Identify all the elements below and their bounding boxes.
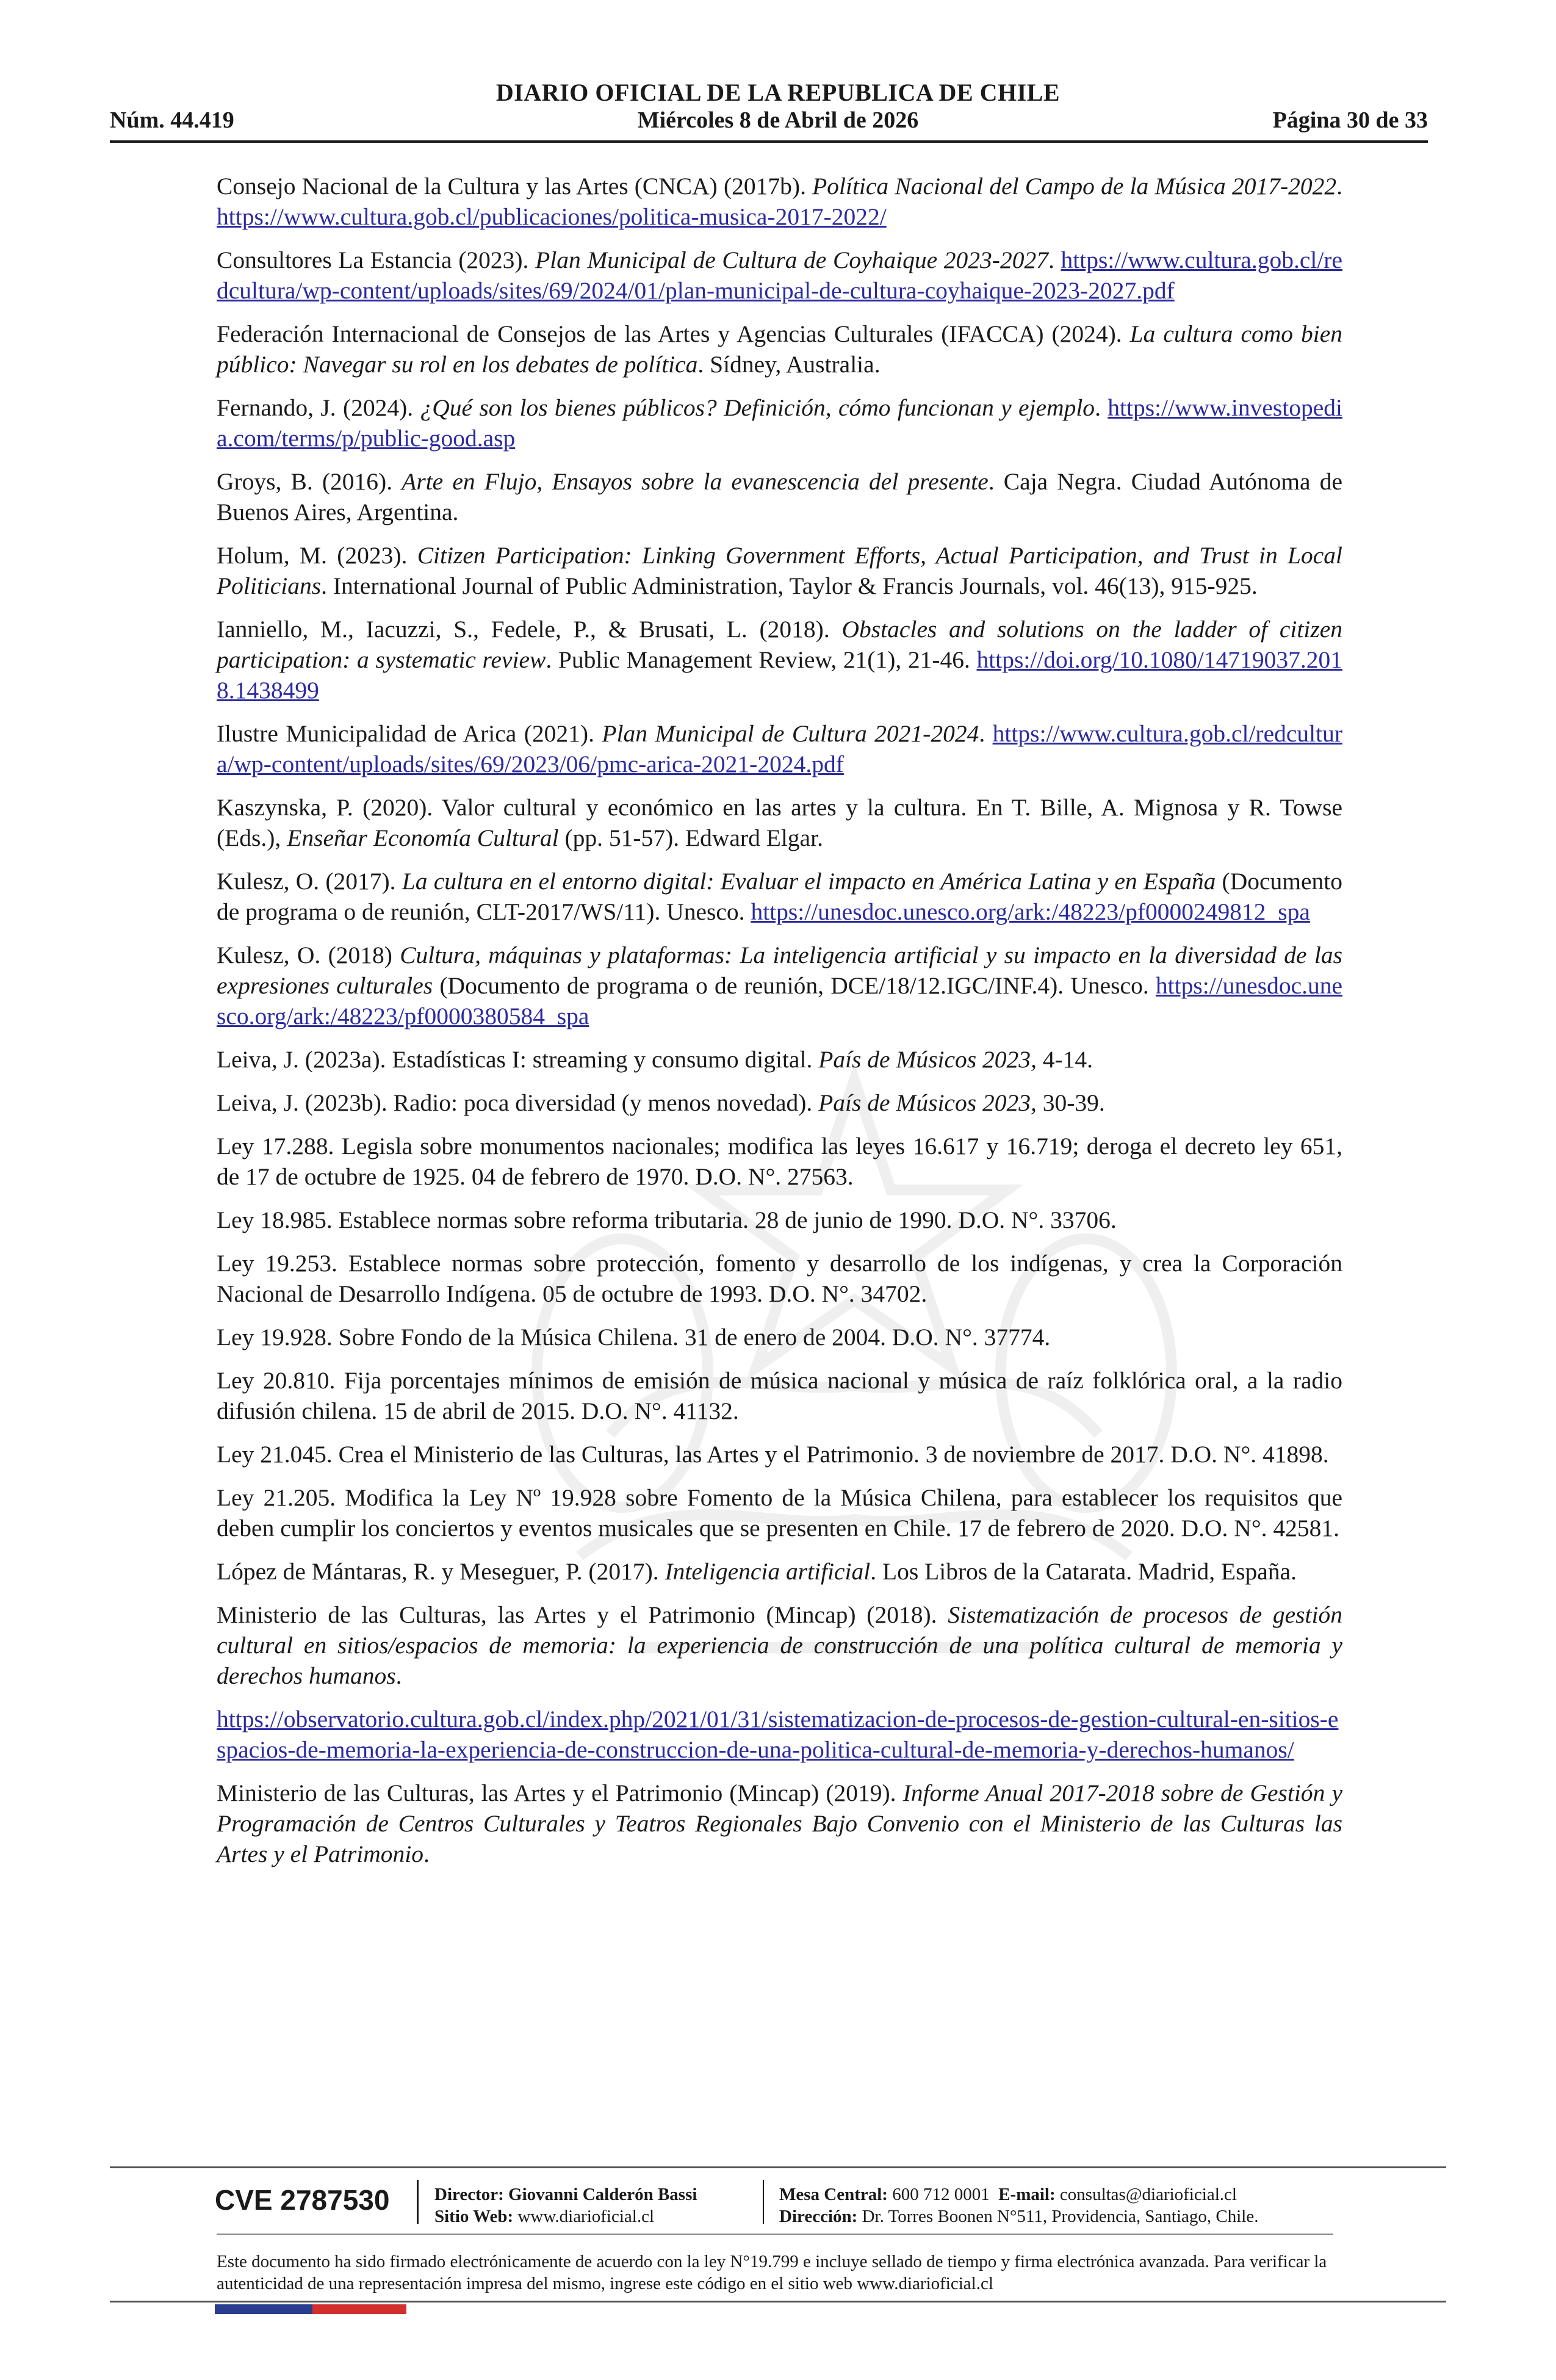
website-label: Sitio Web: bbox=[434, 2207, 514, 2226]
reference-text: Kaszynska, P. (2020). Valor cultural y económico en las artes y la cultura. En T. Bille, A. Mignosa y R. Towse (Eds.), bbox=[217, 794, 1342, 851]
email-link[interactable]: consultas@diarioficial.cl bbox=[1059, 2185, 1237, 2204]
reference-entry bbox=[217, 466, 1342, 527]
reference-title: País de Músicos 2023, bbox=[818, 1046, 1037, 1073]
reference-text: Kulesz, O. (2018) bbox=[217, 942, 400, 968]
reference-text: (pp. 51-57). Edward Elgar. bbox=[558, 824, 823, 851]
reference-title: Sistematización de procesos de gestión cultural en sitios/espacios de memoria: la experiencia de construcción de una política cultural de memoria y derechos humanos bbox=[217, 1601, 1342, 1689]
reference-text: Ilustre Municipalidad de Arica (2021). bbox=[217, 720, 602, 747]
reference-text: Ley 19.928. Sobre Fondo de la Música Chilena. 31 de enero de 2004. D.O. N°. 37774. bbox=[217, 1324, 1051, 1350]
reference-text: . Caja Negra. Ciudad Autónoma de Buenos Aires, Argentina. bbox=[217, 468, 1342, 525]
reference-entry bbox=[217, 171, 1342, 232]
gazette-title: DIARIO OFICIAL DE LA REPUBLICA DE CHILE bbox=[495, 79, 1061, 106]
reference-text: . bbox=[979, 720, 993, 747]
reference-text: Groys, B. (2016). bbox=[217, 468, 402, 495]
reference-link[interactable]: https://unesdoc.unesco.org/ark:/48223/pf0000380584_spa bbox=[217, 972, 1343, 1030]
reference-entry bbox=[217, 540, 1342, 601]
reference-link[interactable]: https://www.investopedia.com/terms/p/public-good.asp bbox=[217, 394, 1343, 452]
reference-entry bbox=[217, 792, 1342, 853]
reference-text: Leiva, J. (2023a). Estadísticas I: streaming y consumo digital. bbox=[217, 1046, 819, 1073]
reference-link[interactable]: https://doi.org/10.1080/14719037.2018.1438499 bbox=[217, 646, 1342, 704]
reference-text: . Sídney, Australia. bbox=[697, 351, 881, 378]
reference-text: Federación Internacional de Consejos de las Artes y Agencias Culturales (IFACCA) (2024). bbox=[217, 320, 1130, 347]
reference-title: Obstacles and solutions on the ladder of citizen participation: a systematic review bbox=[217, 616, 1342, 673]
reference-text: Fernando, J. (2024). bbox=[217, 394, 420, 421]
cve-code: CVE 2787530 bbox=[215, 2184, 390, 2216]
reference-title: Enseñar Economía Cultural bbox=[287, 824, 559, 851]
reference-title: ¿Qué son los bienes públicos? Definición, cómo funcionan y ejemplo bbox=[420, 394, 1095, 421]
reference-text: . International Journal of Public Administration, Taylor & Francis Journals, vol. 46(13), 915-925. bbox=[321, 572, 1258, 599]
reference-text: Consejo Nacional de la Cultura y las Artes (CNCA) (2017b). bbox=[217, 173, 813, 200]
reference-text: Leiva, J. (2023b). Radio: poca diversidad (y menos novedad). bbox=[217, 1089, 819, 1116]
reference-text: Ianniello, M., Iacuzzi, S., Fedele, P., & Brusati, L. (2018). bbox=[217, 616, 842, 643]
reference-entry bbox=[217, 1439, 1342, 1469]
reference-text: . Public Management Review, 21(1), 21-46. bbox=[546, 646, 977, 673]
reference-entry bbox=[217, 1322, 1342, 1352]
footer-separator bbox=[417, 2180, 419, 2224]
reference-text: Ley 18.985. Establece normas sobre reforma tributaria. 28 de junio de 1990. D.O. N°. 33706. bbox=[217, 1206, 1117, 1233]
reference-entry bbox=[217, 614, 1342, 705]
reference-title: Citizen Participation: Linking Government Efforts, Actual Participation, and Trust in Local Politicians bbox=[217, 542, 1342, 599]
reference-list bbox=[217, 171, 1342, 1882]
reference-text: Ley 19.253. Establece normas sobre protección, fomento y desarrollo de los indígenas, y crea la Corporación Nacional de Desarrollo Indígena. 05 de octubre de 1993. D.O. N°. 34702. bbox=[217, 1250, 1342, 1307]
reference-text: . bbox=[1336, 173, 1342, 200]
reference-entry bbox=[217, 718, 1342, 779]
mesa-phone: 600 712 0001 bbox=[892, 2185, 990, 2204]
reference-text: . bbox=[395, 1662, 402, 1689]
reference-text: Ministerio de las Culturas, las Artes y el Patrimonio (Mincap) (2019). bbox=[217, 1780, 903, 1806]
reference-text: . bbox=[1095, 394, 1108, 421]
reference-text: . bbox=[1048, 247, 1061, 273]
flag-stripe-red bbox=[312, 2304, 406, 2314]
director-label: Director: bbox=[434, 2185, 504, 2204]
flag-stripe-blue bbox=[215, 2304, 312, 2314]
reference-text: . Los Libros de la Catarata. Madrid, España. bbox=[870, 1558, 1297, 1585]
reference-title: Cultura, máquinas y plataformas: La inteligencia artificial y su impacto en la diversidad de las expresiones culturales bbox=[217, 942, 1342, 999]
reference-text: Ley 20.810. Fija porcentajes mínimos de emisión de música nacional y música de raíz folklórica oral, a la radio difusión chilena. 15 de abril de 2015. D.O. N°. 41132. bbox=[217, 1367, 1342, 1424]
reference-text: López de Mántaras, R. y Meseguer, P. (2017). bbox=[217, 1558, 665, 1585]
reference-entry bbox=[217, 1248, 1342, 1309]
reference-title: Arte en Flujo, Ensayos sobre la evanescencia del presente bbox=[402, 468, 989, 495]
reference-text: (Documento de programa o de reunión, DCE/18/12.IGC/INF.4). Unesco. bbox=[433, 972, 1156, 999]
reference-title: Plan Municipal de Cultura de Coyhaique 2023-2027 bbox=[535, 247, 1048, 273]
reference-text: (Documento de programa o de reunión, CLT-2017/WS/11). Unesco. bbox=[217, 868, 1342, 925]
reference-text: Ley 21.045. Crea el Ministerio de las Culturas, las Artes y el Patrimonio. 3 de noviembre de 2017. D.O. N°. 41898. bbox=[217, 1441, 1329, 1468]
reference-title: La cultura en el entorno digital: Evaluar el impacto en América Latina y en España bbox=[402, 868, 1216, 895]
page-number: Página 30 de 33 bbox=[1272, 107, 1428, 133]
reference-text: Holum, M. (2023). bbox=[217, 542, 417, 569]
reference-title: País de Músicos 2023, bbox=[818, 1089, 1037, 1116]
footer-director-block bbox=[434, 2183, 697, 2227]
reference-entry bbox=[217, 940, 1342, 1031]
reference-link[interactable]: https://www.cultura.gob.cl/redcultura/wp-content/uploads/sites/69/2023/06/pmc-arica-2021-2024.pdf bbox=[217, 720, 1342, 777]
issue-date: Miércoles 8 de Abril de 2026 bbox=[637, 107, 919, 133]
reference-link[interactable]: https://unesdoc.unesco.org/ark:/48223/pf0000249812_spa bbox=[751, 898, 1310, 925]
footer-divider-mid bbox=[217, 2234, 1333, 2235]
reference-entry bbox=[217, 1599, 1342, 1691]
reference-title: Inteligencia artificial bbox=[665, 1558, 871, 1585]
reference-entry bbox=[217, 392, 1342, 453]
reference-entry bbox=[217, 1482, 1342, 1543]
reference-entry bbox=[217, 1556, 1342, 1587]
reference-title: Informe Anual 2017-2018 sobre de Gestión y Programación de Centros Culturales y Teatros Regionales Bajo Convenio con el Ministerio de las Culturas las Artes y el Patrimonio bbox=[217, 1780, 1342, 1867]
reference-entry bbox=[217, 1087, 1342, 1118]
reference-link[interactable]: https://www.cultura.gob.cl/redcultura/wp-content/uploads/sites/69/2024/01/plan-municipal-de-cultura-coyhaique-2023-2027.pdf bbox=[217, 247, 1342, 304]
address-label: Dirección: bbox=[779, 2207, 858, 2226]
footer-divider-bottom bbox=[110, 2301, 1446, 2302]
reference-title: Política Nacional del Campo de la Música 2017-2022 bbox=[812, 173, 1337, 200]
footer-contact-block bbox=[779, 2183, 1258, 2227]
reference-entry bbox=[217, 319, 1342, 380]
reference-text: Ministerio de las Culturas, las Artes y el Patrimonio (Mincap) (2018). bbox=[217, 1601, 948, 1628]
reference-entry bbox=[217, 1205, 1342, 1235]
reference-entry bbox=[217, 866, 1342, 927]
reference-text: 30-39. bbox=[1036, 1089, 1105, 1116]
email-label: E-mail: bbox=[998, 2185, 1056, 2204]
reference-text: Ley 17.288. Legisla sobre monumentos nacionales; modifica las leyes 16.617 y 16.719; deroga el decreto ley 651, de 17 de octubre de 1925. 04 de febrero de 1970. D.O. N°. 27563. bbox=[217, 1133, 1342, 1190]
issue-number: Núm. 44.419 bbox=[110, 107, 234, 133]
reference-entry bbox=[217, 1704, 1342, 1765]
footer-separator bbox=[763, 2180, 764, 2224]
reference-text: . bbox=[423, 1841, 430, 1867]
reference-entry bbox=[217, 1778, 1342, 1869]
reference-entry bbox=[217, 1131, 1342, 1192]
reference-text: Consultores La Estancia (2023). bbox=[217, 247, 536, 273]
reference-title: La cultura como bien público: Navegar su rol en los debates de política bbox=[217, 320, 1342, 378]
reference-entry bbox=[217, 1365, 1342, 1426]
director-name: Giovanni Calderón Bassi bbox=[508, 2185, 697, 2204]
reference-entry bbox=[217, 1044, 1342, 1075]
reference-link[interactable]: https://observatorio.cultura.gob.cl/index.php/2021/01/31/sistematizacion-de-procesos-de-gestion-cultural-en-sitios-espacios-de-memoria-la-experiencia-de-construccion-de-una-politica-cultural-de-memoria-y-derechos-humanos/ bbox=[217, 1706, 1339, 1763]
website-link[interactable]: www.diarioficial.cl bbox=[517, 2207, 655, 2226]
footer-divider-top bbox=[110, 2166, 1446, 2168]
reference-text: 4-14. bbox=[1036, 1046, 1093, 1073]
signature-note: Este documento ha sido firmado electrónicamente de acuerdo con la ley N°19.799 e incluye sellado de tiempo y firma electrónica avanzada. Para verificar la autenticidad de una representación impresa del mismo, ingrese este código en el sitio web www.diarioficial.cl bbox=[217, 2252, 1327, 2293]
header-divider bbox=[110, 140, 1428, 143]
reference-text: Ley 21.205. Modifica la Ley Nº 19.928 sobre Fomento de la Música Chilena, para establecer los requisitos que deben cumplir los conciertos y eventos musicales que se presenten en Chile. 17 de febrero de 2020. D.O. N°. 42581. bbox=[217, 1484, 1342, 1542]
mesa-label: Mesa Central: bbox=[779, 2185, 888, 2204]
reference-link[interactable]: https://www.cultura.gob.cl/publicaciones/politica-musica-2017-2022/ bbox=[217, 203, 887, 230]
reference-entry bbox=[217, 245, 1342, 306]
reference-text: Kulesz, O. (2017). bbox=[217, 868, 402, 895]
reference-title: Plan Municipal de Cultura 2021-2024 bbox=[602, 720, 979, 747]
address-text: Dr. Torres Boonen N°511, Providencia, Santiago, Chile. bbox=[862, 2207, 1259, 2226]
